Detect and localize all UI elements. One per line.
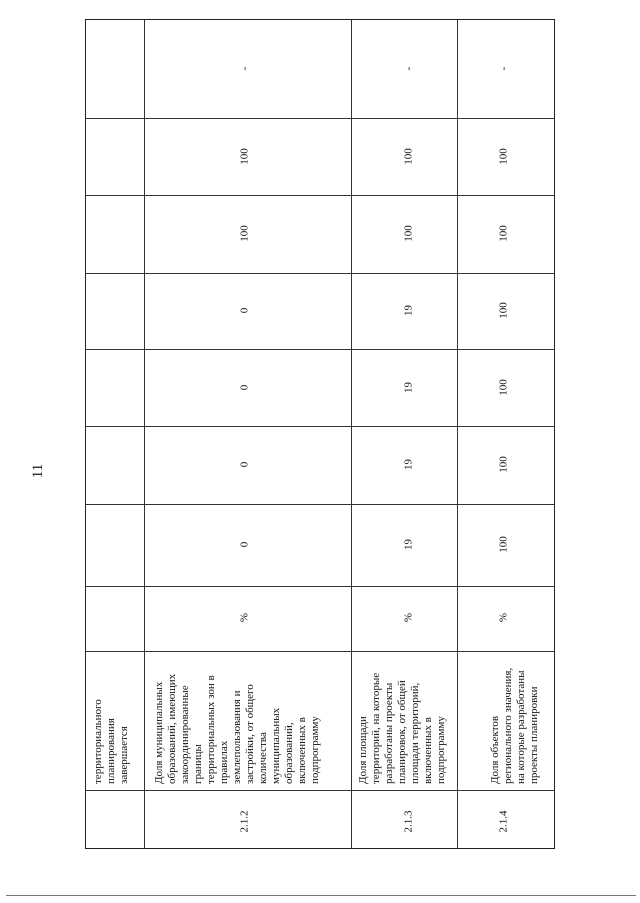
value-cell: -: [402, 66, 415, 71]
row-description: Доля объектов регионального значения, на которые разработаны проекты планировки: [489, 667, 540, 784]
value-cell: 100: [497, 148, 510, 165]
value-cell: 19: [402, 459, 415, 470]
value-cell: 100: [497, 225, 510, 242]
row-description: Доля площади территорий, на которые разработаны проекты планировок, от общей площади территорий, включенных в подпрограмму: [357, 672, 447, 784]
value-cell: 100: [402, 148, 415, 165]
value-cell: 19: [402, 539, 415, 550]
column-divider: [86, 426, 554, 427]
column-divider: [86, 651, 554, 652]
column-divider: [86, 349, 554, 350]
row-fragment-text: территориального планирования завершается: [92, 699, 130, 784]
value-cell: 100: [497, 536, 510, 553]
row-code: 2.1.4: [497, 810, 510, 833]
value-cell: 0: [238, 541, 251, 548]
column-divider: [86, 504, 554, 505]
value-cell: 0: [238, 307, 251, 314]
column-divider: [86, 586, 554, 587]
page-number: 11: [30, 463, 46, 479]
unit-cell: %: [402, 612, 415, 623]
column-divider: [86, 118, 554, 119]
row-code: 2.1.2: [238, 810, 251, 833]
value-cell: 100: [497, 302, 510, 319]
row-description: Доля муниципальных образований, имеющих закоординированные границы территориальных зон в правилах землепользования и застройки, от общего количества муниципальных образований, включенных в подпрограмму: [153, 673, 321, 784]
value-cell: 19: [402, 382, 415, 393]
value-cell: 100: [497, 456, 510, 473]
row-divider: [144, 20, 145, 848]
value-cell: 0: [238, 461, 251, 468]
value-cell: 100: [238, 148, 251, 165]
column-divider: [86, 790, 554, 791]
value-cell: 100: [497, 379, 510, 396]
value-cell: -: [497, 66, 510, 71]
row-divider: [351, 20, 352, 848]
value-cell: 100: [402, 225, 415, 242]
value-cell: 100: [238, 225, 251, 242]
column-divider: [86, 195, 554, 196]
unit-cell: %: [238, 612, 251, 623]
value-cell: 0: [238, 384, 251, 391]
row-divider: [457, 20, 458, 848]
page-edge-line: [6, 895, 636, 896]
indicator-table: [85, 19, 555, 849]
unit-cell: %: [497, 612, 510, 623]
value-cell: 19: [402, 305, 415, 316]
column-divider: [86, 273, 554, 274]
row-code: 2.1.3: [402, 810, 415, 833]
value-cell: -: [238, 66, 251, 71]
